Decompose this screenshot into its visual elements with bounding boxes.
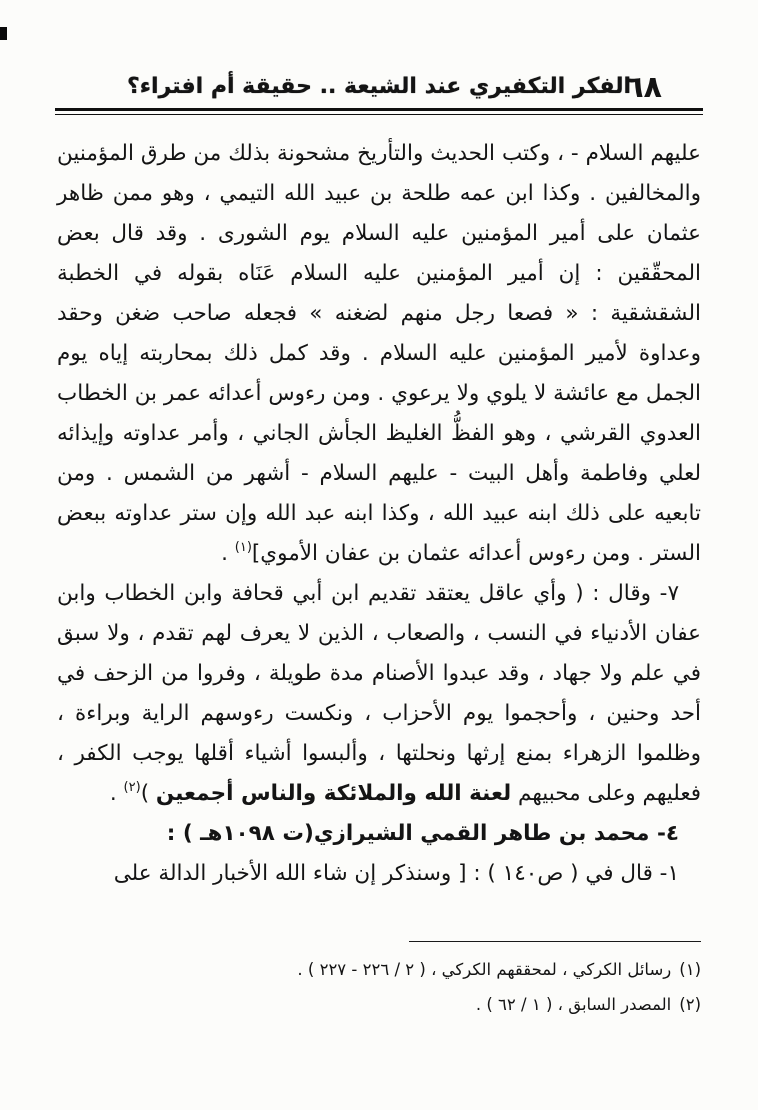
paragraph-1-tail: . — [221, 541, 235, 566]
body-text — [57, 134, 701, 894]
footnote-ref-2: (٢) — [123, 780, 141, 795]
header-rule — [55, 108, 703, 115]
paragraph-continuation — [57, 134, 701, 574]
book-title-calligraphy: الفكر التكفيري عند الشيعة .. حقيقة أم افتراء؟ — [126, 74, 632, 99]
footnote-item-2 — [57, 987, 701, 1022]
footnotes-section — [57, 941, 701, 1022]
page-header — [0, 0, 758, 120]
paragraph-2-bold-curse: لعنة الله والملائكة والناس أجمعين — [155, 781, 512, 806]
paragraph-2-tail: . — [109, 781, 124, 806]
paragraph-2-text: ٧- وقال : ( وأي عاقل يعتقد تقديم ابن أبي قحافة وابن الخطاب وابن عفان الأدنياء في النسب ، والصعاب ، الذين لا يعرف لهم تقدم ، ولا سبق في علم ولا جهاد ، وقد عبدوا الأصنام مدة طويلة ، وفروا من الزحف في أحد وحنين ، وأحجموا يوم الأحزاب ، ونكست رءوسهم الراية وبراءة ، وظلموا الزهراء بمنع إرثها ونحلتها ، وألبسوا أشياء أقلها يوجب الكفر ، فعليهم وعلى محبيهم — [57, 581, 701, 806]
page-number: ٦٨ — [625, 70, 662, 105]
paragraph-2-close: ) — [140, 781, 156, 806]
footnote-1-marker: (١) — [679, 960, 701, 979]
footnote-item-1 — [57, 952, 701, 987]
paragraph-quote-7 — [57, 574, 701, 814]
footnotes-separator — [409, 941, 701, 942]
footnote-2-marker: (٢) — [679, 995, 701, 1014]
footnote-ref-1: (١) — [234, 540, 252, 555]
paragraph-1-text: عليهم السلام - ، وكتب الحديث والتأريخ مشحونة بذلك من طرق المؤمنين والمخالفين . وكذا ابن عمه طلحة بن عبيد الله التيمي ، وهو ممن ظاهر عثمان على أمير المؤمنين عليه السلام يوم الشورى . وقد قال بعض المحقّقين : إن أمير المؤمنين عليه السلام عَنَاه بقوله في الخطبة الشقشقية : « فصعا رجل منهم لضغنه » فجعله صاحب ضغن وحقد وعداوة لأمير المؤمنين عليه السلام . وقد كمل ذلك بمحاربته إياه يوم الجمل مع عائشة لا يلوي ولا يرعوي . ومن رءوس أعدائه عمر بن الخطاب العدوي القرشي ، وهو الفظُّ الغليظ الجأش الجاني ، وأمر عداوته وإيذائه لعلي وفاطمة وأهل البيت - عليهم السلام - أشهر من الشمس . ومن تابعيه على ذلك ابنه عبيد الله ، وكذا ابنه عبد الله وإن ستر عداوته ببعض الستر . ومن رءوس أعدائه عثمان بن عفان الأموي] — [57, 141, 701, 566]
footnote-1-text: رسائل الكركي ، لمحققهم الكركي ، ( ٢ / ٢٢٦ - ٢٢٧ ) . — [297, 960, 672, 979]
footnote-2-text: المصدر السابق ، ( ١ / ٦٢ ) . — [475, 995, 672, 1014]
heading-author-4: ٤- محمد بن طاهر القمي الشيرازي(ت ١٠٩٨هـ ) : — [166, 821, 679, 846]
paragraph-quote-1: ١- قال في ( ص١٤٠ ) : [ وسنذكر إن شاء الله الأخبار الدالة على — [113, 861, 679, 886]
